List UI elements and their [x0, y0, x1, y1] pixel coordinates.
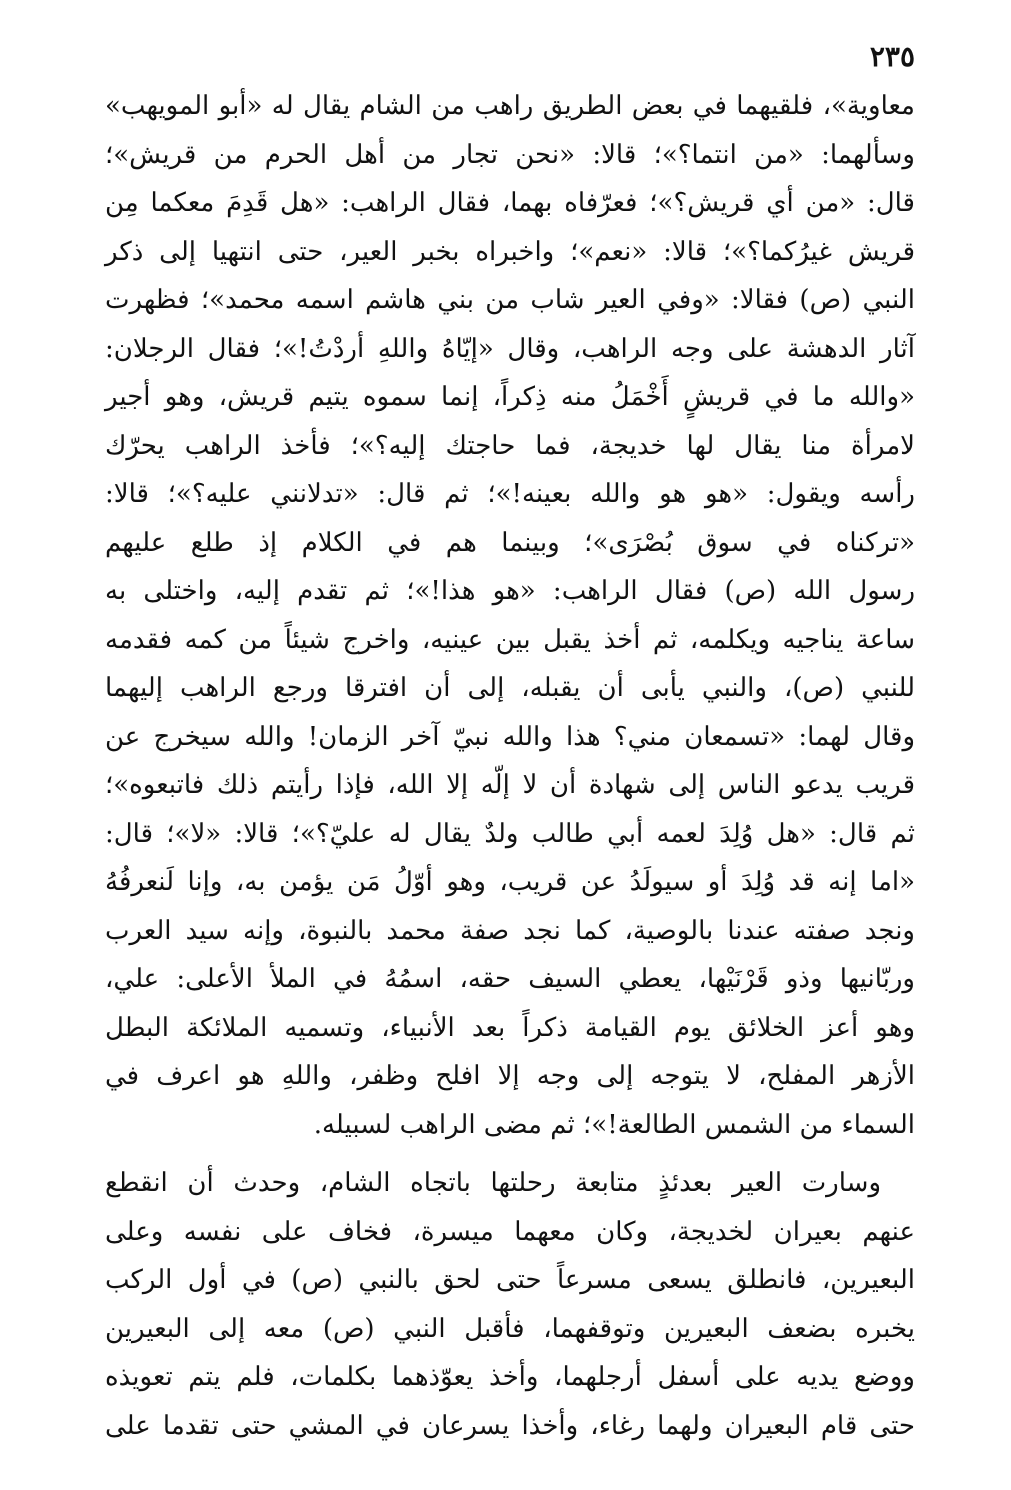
text-line: للنبي (ص)، والنبي يأبى أن يقبله، إلى أن افترقا ورجع الراهب إليهما	[105, 673, 915, 703]
text-line: حتى قام البعيران ولهما رغاء، وأخذا يسرعان في المشي حتى تقدما على	[105, 1410, 915, 1441]
text-line: قريش غيرُكما؟»؛ قالا: «نعم»؛ واخبراه بخبر العير، حتى انتهيا إلى ذكر	[105, 236, 915, 267]
text-line: رأسه ويقول: «هو هو والله بعينه!»؛ ثم قال: «تدلانني عليه؟»؛ قالا:	[105, 479, 915, 509]
text-line: لامرأة منا يقال لها خديجة، فما حاجتك إليه؟»؛ فأخذ الراهب يحرّك	[105, 430, 915, 461]
text-line: ووضع يديه على أسفل أرجلهما، وأخذ يعوّذهما بكلمات، فلم يتم تعويذه	[105, 1362, 915, 1392]
body-text	[105, 82, 915, 1450]
text-line: الأزهر المفلح، لا يتوجه إلى وجه إلا افلح وظفر، واللهِ هو اعرف في	[105, 1061, 915, 1091]
text-line: قال: «من أي قريش؟»؛ فعرّفاه بهما، فقال الراهب: «هل قَدِمَ معكما مِن	[105, 188, 915, 218]
text-line: ونجد صفته عندنا بالوصية، كما نجد صفة محمد بالنبوة، وإنه سيد العرب	[105, 915, 915, 946]
text-line: البعيرين، فانطلق يسعى مسرعاً حتى لحق بالنبي (ص) في أول الركب	[105, 1265, 915, 1295]
text-line: وهو أعز الخلائق يوم القيامة ذكراً بعد الأنبياء، وتسميه الملائكة البطل	[105, 1012, 915, 1043]
paragraph-monk-story	[105, 82, 915, 1149]
text-line: آثار الدهشة على وجه الراهب، وقال «إيّاهُ واللهِ أردْتُ!»؛ فقال الرجلان:	[105, 333, 915, 364]
text-line: «والله ما في قريشٍ أَخْمَلُ منه ذِكراً، إنما سموه يتيم قريش، وهو أجير	[105, 382, 915, 412]
text-line: وسارت العير بعدئذٍ متابعة رحلتها باتجاه الشام، وحدث أن انقطع	[105, 1168, 881, 1198]
text-line: النبي (ص) فقالا: «وفي العير شاب من بني هاشم اسمه محمد»؛ فظهرت	[105, 285, 915, 315]
page-number: ٢٣٥	[869, 40, 915, 73]
text-line: ساعة يناجيه ويكلمه، ثم أخذ يقبل بين عينيه، واخرج شيئاً من كمه فقدمه	[105, 624, 915, 655]
text-line: رسول الله (ص) فقال الراهب: «هو هذا!»؛ ثم تقدم إليه، واختلى به	[105, 576, 915, 606]
text-line: «اما إنه قد وُلِدَ أو سيولَدُ عن قريب، وهو أوّلُ مَن يؤمن به، وإنا لَنعرفُهُ	[105, 867, 915, 897]
text-line: وسألهما: «من انتما؟»؛ قالا: «نحن تجار من أهل الحرم من قريش»؛	[105, 139, 915, 170]
text-line: قريب يدعو الناس إلى شهادة أن لا إلّه إلا الله، فإذا رأيتم ذلك فاتبعوه»؛	[105, 770, 915, 800]
text-line: عنهم بعيران لخديجة، وكان معهما ميسرة، فخاف على نفسه وعلى	[105, 1216, 915, 1247]
paragraph-caravan-journey	[105, 1159, 915, 1450]
text-line: السماء من الشمس الطالعة!»؛ ثم مضى الراهب لسبيله.	[313, 1109, 915, 1140]
text-line: ثم قال: «هل وُلِدَ لعمه أبي طالب ولدٌ يقال له عليّ؟»؛ قالا: «لا»؛ قال:	[105, 818, 915, 849]
text-line: «تركناه في سوق بُصْرَى»؛ وبينما هم في الكلام إذ طلع عليهم	[105, 527, 915, 558]
text-line: وربّانيها وذو قَرْنَيْها، يعطي السيف حقه، اسمُهُ في الملأ الأعلى: علي،	[105, 964, 915, 994]
text-line: معاوية»، فلقيهما في بعض الطريق راهب من الشام يقال له «أبو المويهب»	[105, 91, 915, 121]
text-line: وقال لهما: «تسمعان مني؟ هذا والله نبيّ آخر الزمان! والله سيخرج عن	[105, 721, 915, 752]
text-line: يخبره بضعف البعيرين وتوقفهما، فأقبل النبي (ص) معه إلى البعيرين	[105, 1313, 915, 1344]
